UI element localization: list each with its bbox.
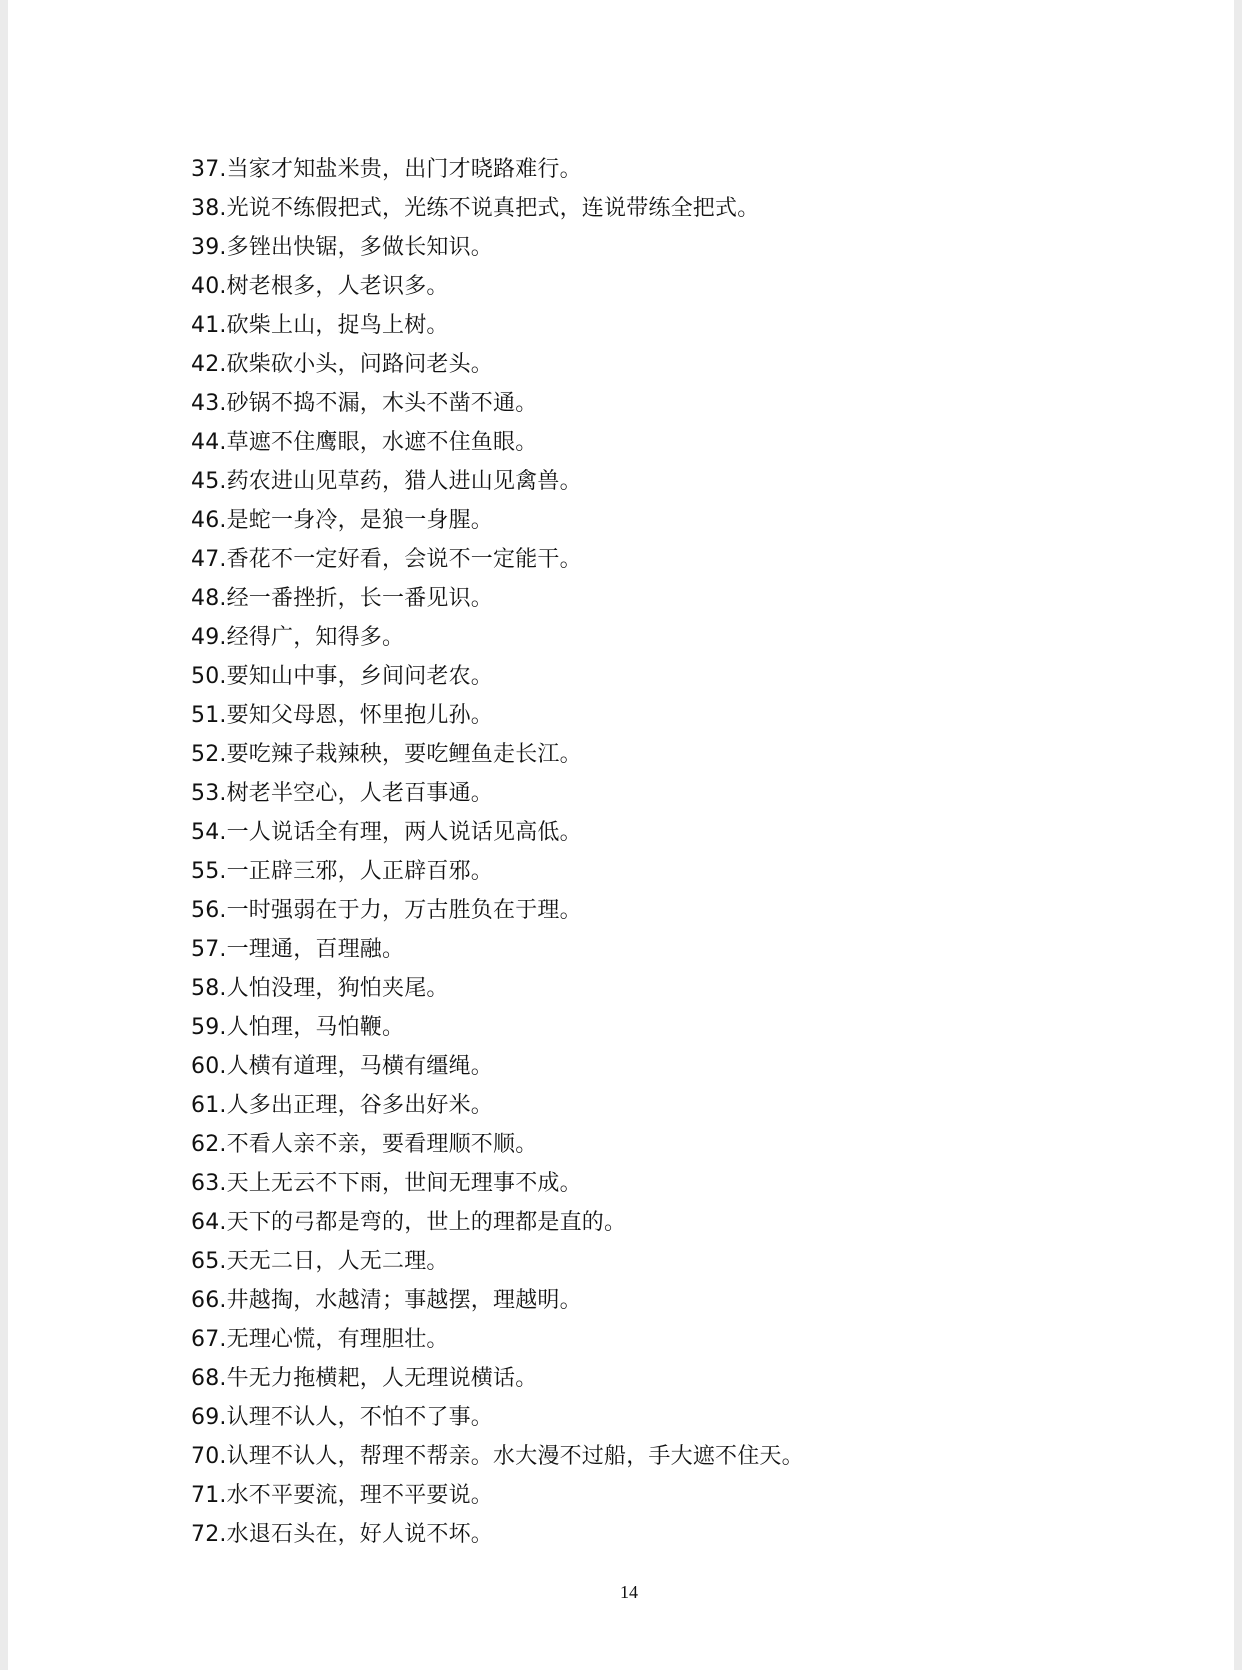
proverb-item: 52.要吃辣子栽辣秧，要吃鲤鱼走长江。 xyxy=(191,742,582,767)
proverb-item: 72.水退石头在，好人说不坏。 xyxy=(191,1522,493,1547)
proverb-item: 47.香花不一定好看，会说不一定能干。 xyxy=(191,547,582,572)
proverb-item: 63.天上无云不下雨，世间无理事不成。 xyxy=(191,1171,582,1196)
proverb-item: 67.无理心慌，有理胆壮。 xyxy=(191,1327,449,1352)
proverb-item: 66.井越掏，水越清；事越摆，理越明。 xyxy=(191,1288,582,1313)
proverb-item: 68.牛无力拖横耙，人无理说横话。 xyxy=(191,1366,538,1391)
document-page xyxy=(8,0,1234,1670)
proverb-item: 64.天下的弓都是弯的，世上的理都是直的。 xyxy=(191,1210,627,1235)
proverb-item: 40.树老根多，人老识多。 xyxy=(191,274,449,299)
proverb-item: 38.光说不练假把式，光练不说真把式，连说带练全把式。 xyxy=(191,196,760,221)
proverb-item: 50.要知山中事，乡间问老农。 xyxy=(191,664,493,689)
proverb-item: 54.一人说话全有理，两人说话见高低。 xyxy=(191,820,582,845)
proverb-item: 39.多锉出快锯，多做长知识。 xyxy=(191,235,493,260)
proverb-item: 48.经一番挫折，长一番见识。 xyxy=(191,586,493,611)
proverb-list xyxy=(191,150,804,1554)
proverb-item: 49.经得广，知得多。 xyxy=(191,625,405,650)
proverb-item: 65.天无二日，人无二理。 xyxy=(191,1249,449,1274)
proverb-item: 71.水不平要流，理不平要说。 xyxy=(191,1483,493,1508)
proverb-item: 43.砂锅不捣不漏，木头不凿不通。 xyxy=(191,391,538,416)
proverb-item: 41.砍柴上山，捉鸟上树。 xyxy=(191,313,449,338)
proverb-item: 70.认理不认人，帮理不帮亲。水大漫不过船，手大遮不住天。 xyxy=(191,1444,804,1469)
page-number: 14 xyxy=(620,1582,638,1602)
proverb-item: 69.认理不认人，不怕不了事。 xyxy=(191,1405,493,1430)
proverb-item: 51.要知父母恩，怀里抱儿孙。 xyxy=(191,703,493,728)
proverb-item: 61.人多出正理，谷多出好米。 xyxy=(191,1093,493,1118)
proverb-item: 58.人怕没理，狗怕夹尾。 xyxy=(191,976,449,1001)
proverb-item: 46.是蛇一身冷，是狼一身腥。 xyxy=(191,508,493,533)
proverb-item: 59.人怕理，马怕鞭。 xyxy=(191,1015,405,1040)
proverb-item: 53.树老半空心，人老百事通。 xyxy=(191,781,493,806)
proverb-item: 62.不看人亲不亲，要看理顺不顺。 xyxy=(191,1132,538,1157)
proverb-item: 56.一时强弱在于力，万古胜负在于理。 xyxy=(191,898,582,923)
proverb-item: 55.一正辟三邪，人正辟百邪。 xyxy=(191,859,493,884)
proverb-item: 60.人横有道理，马横有缰绳。 xyxy=(191,1054,493,1079)
proverb-item: 45.药农进山见草药，猎人进山见禽兽。 xyxy=(191,469,582,494)
proverb-item: 37.当家才知盐米贵，出门才晓路难行。 xyxy=(191,157,582,182)
proverb-item: 57.一理通，百理融。 xyxy=(191,937,405,962)
proverb-item: 42.砍柴砍小头，问路问老头。 xyxy=(191,352,493,377)
proverb-item: 44.草遮不住鹰眼，水遮不住鱼眼。 xyxy=(191,430,538,455)
